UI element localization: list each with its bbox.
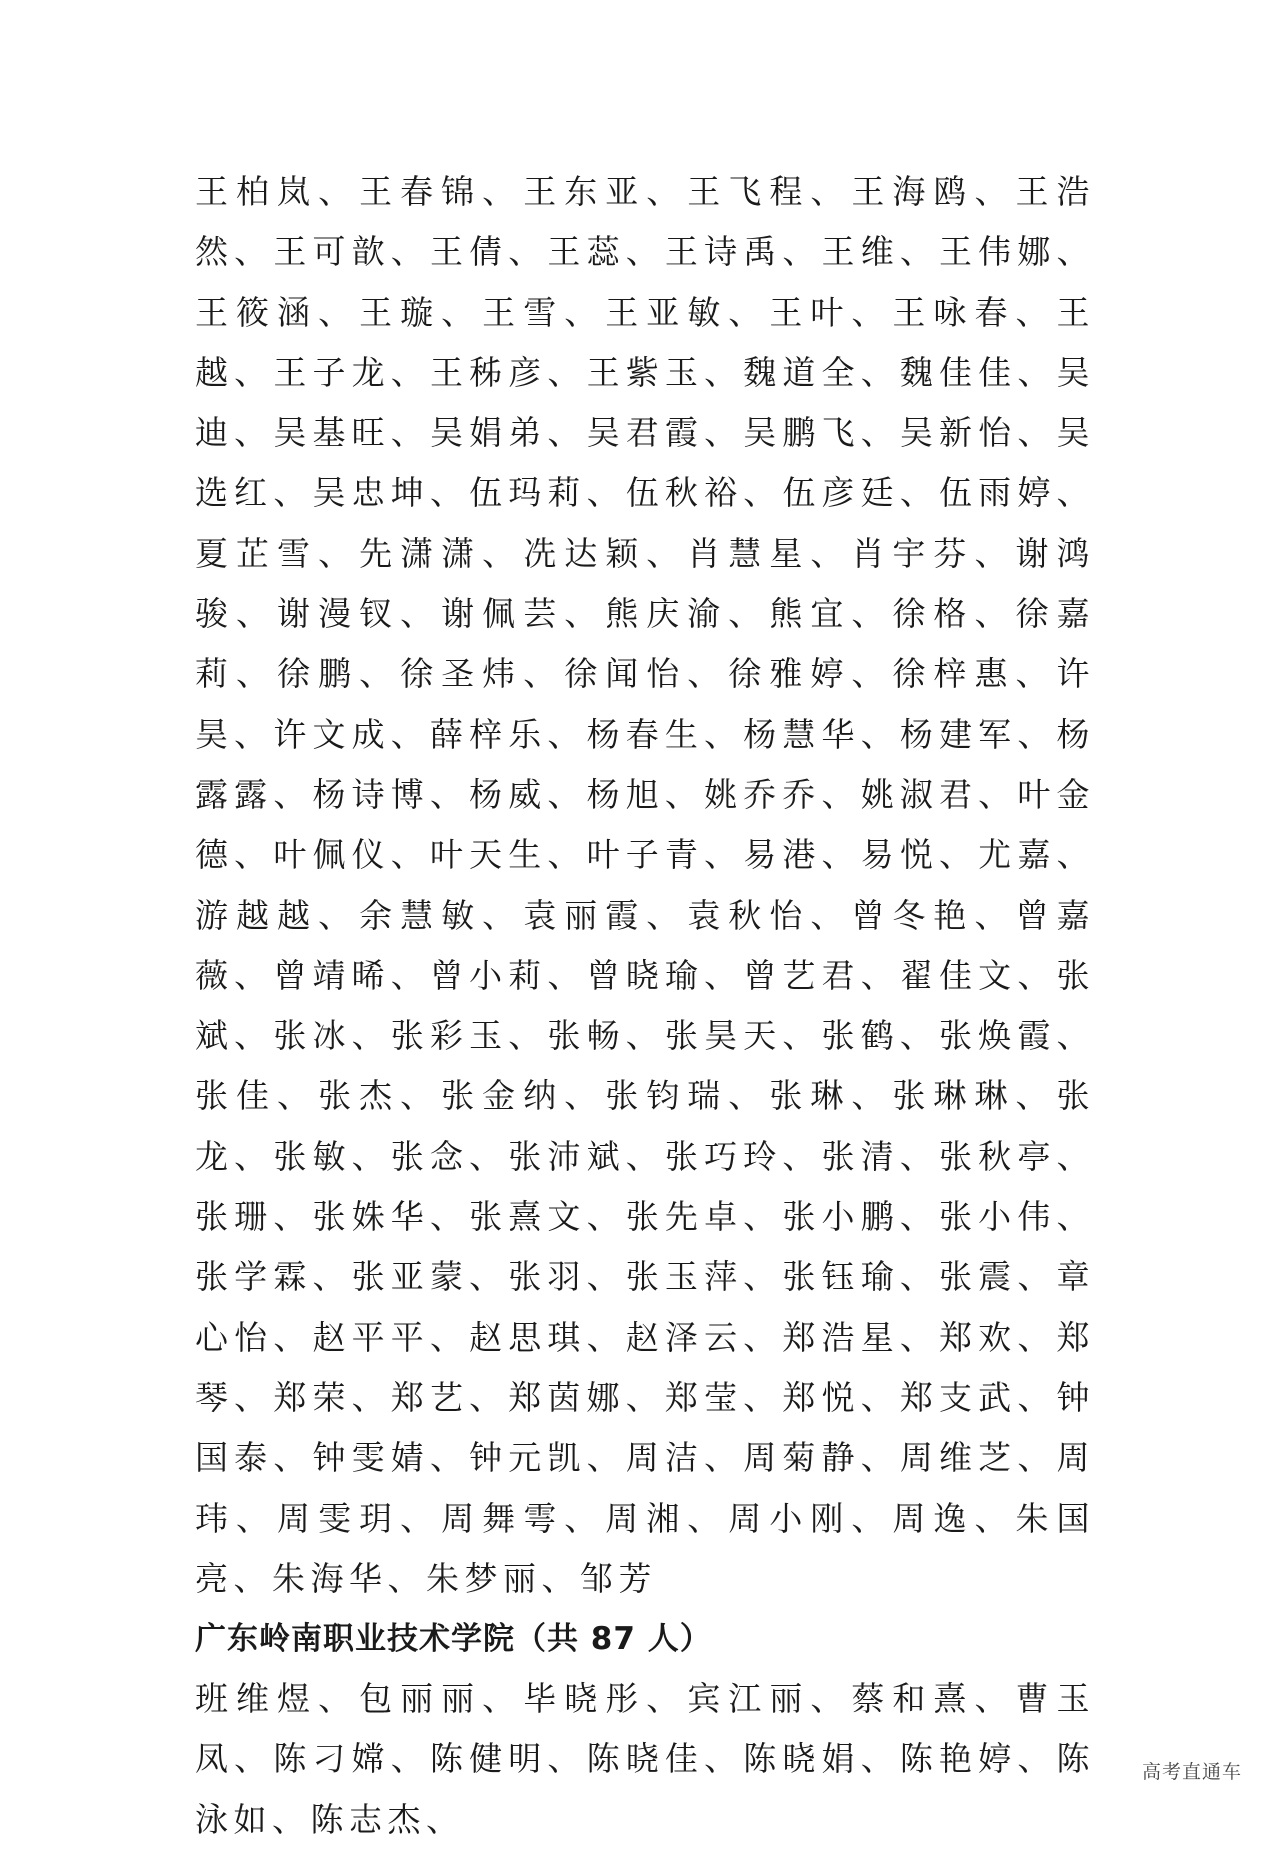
name-list-paragraph-2: 班维煜、包丽丽、毕晓彤、宾江丽、蔡和熹、曹玉凤、陈刁嫦、陈健明、陈晓佳、陈晓娟、陈艳婷、陈泳如、陈志杰、 <box>195 1679 1095 1839</box>
name-list-paragraph: 王柏岚、王春锦、王东亚、王飞程、王海鸥、王浩然、王可歆、王倩、王蕊、王诗禹、王维、王伟娜、王筱涵、王璇、王雪、王亚敏、王叶、王咏春、王越、王子龙、王秭彦、王紫玉、魏道全、魏佳佳、吴迪、吴基旺、吴娟弟、吴君霞、吴鹏飞、吴新怡、吴选红、吴忠坤、伍玛莉、伍秋裕、伍彦廷、伍雨婷、夏芷雪、先潇潇、冼达颖、肖慧星、肖宇芬、谢鸿骏、谢漫钗、谢佩芸、熊庆渝、熊宜、徐格、徐嘉莉、徐鹏、徐圣炜、徐闻怡、徐雅婷、徐梓惠、许昊、许文成、薛梓乐、杨春生、杨慧华、杨建军、杨露露、杨诗博、杨威、杨旭、姚乔乔、姚淑君、叶金德、叶佩仪、叶天生、叶子青、易港、易悦、尤嘉、游越越、余慧敏、袁丽霞、袁秋怡、曾冬艳、曾嘉薇、曾靖晞、曾小莉、曾晓瑜、曾艺君、翟佳文、张斌、张冰、张彩玉、张畅、张昊天、张鹤、张焕霞、张佳、张杰、张金纳、张钧瑞、张琳、张琳琳、张龙、张敏、张念、张沛斌、张巧玲、张清、张秋亭、张珊、张姝华、张熹文、张先卓、张小鹏、张小伟、张学霖、张亚蒙、张羽、张玉萍、张钰瑜、张震、章心怡、赵平平、赵思琪、赵泽云、郑浩星、郑欢、郑琴、郑荣、郑艺、郑茵娜、郑莹、郑悦、郑支武、钟国泰、钟雯婧、钟元凯、周洁、周菊静、周维芝、周玮、周雯玥、周舞雩、周湘、周小刚、周逸、朱国亮、朱海华、朱梦丽、邹芳 <box>195 172 1095 1598</box>
document-body <box>195 162 1095 1850</box>
section-heading: 广东岭南职业技术学院（共 87 人） <box>195 1621 712 1658</box>
watermark-text: 高考直通车 <box>1141 1761 1242 1783</box>
